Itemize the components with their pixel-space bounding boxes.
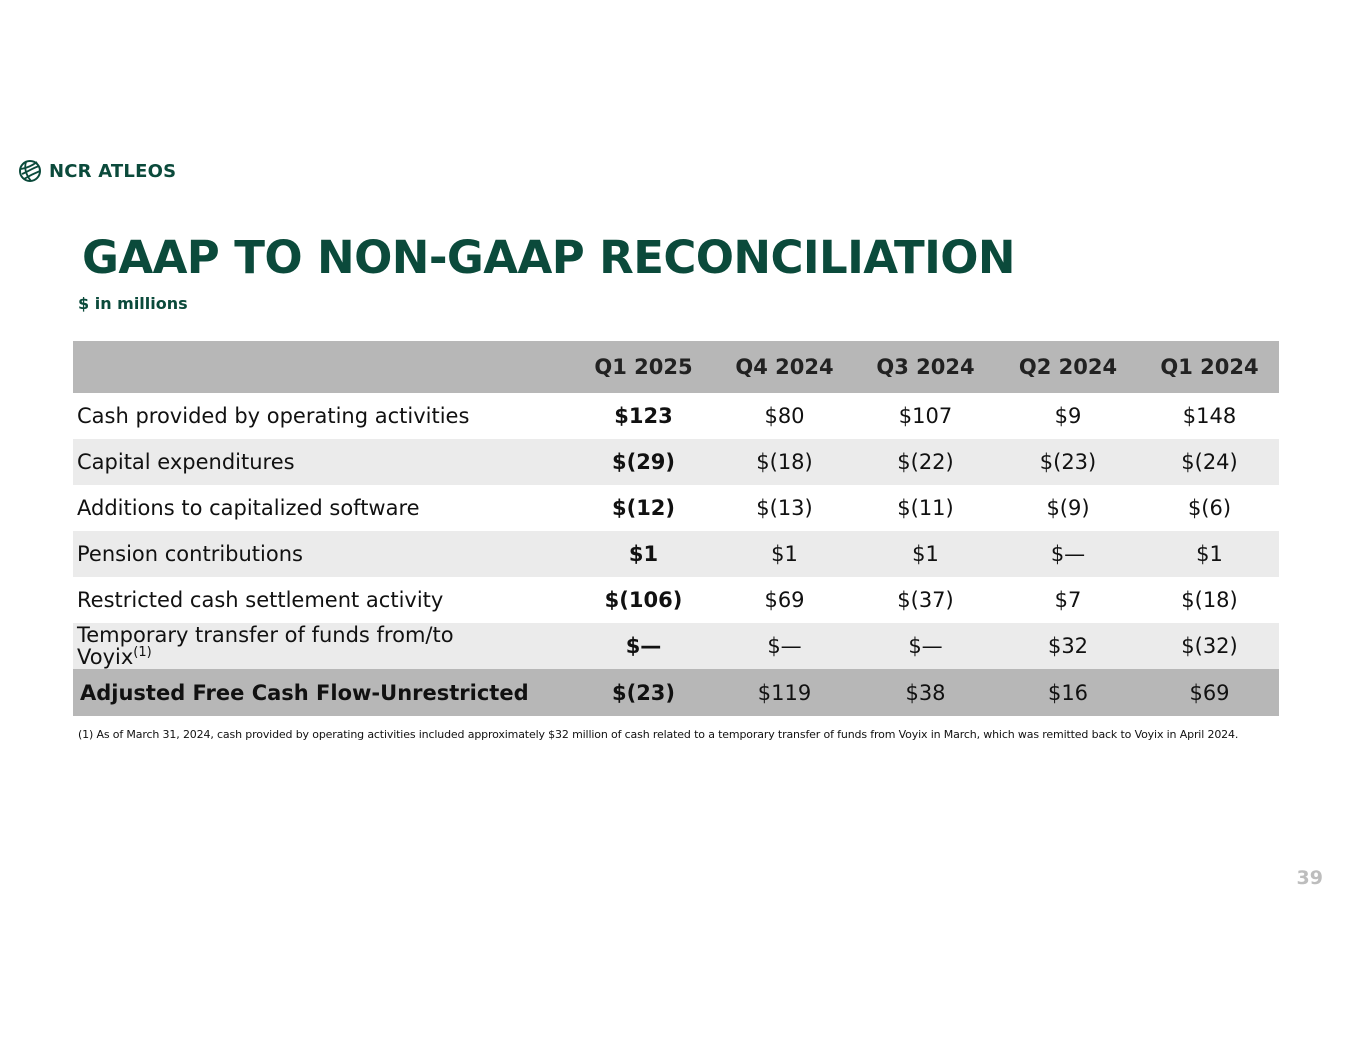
table-header-row — [73, 341, 1279, 393]
column-header: Q1 2024 — [1160, 355, 1259, 379]
company-logo — [18, 158, 176, 184]
table-cell: $(11) — [897, 496, 954, 520]
table-cell: $80 — [764, 404, 805, 428]
table-cell: $16 — [1047, 680, 1089, 705]
table-cell: $(18) — [1181, 588, 1238, 612]
table-cell: $(23) — [1039, 450, 1097, 474]
table-row — [73, 485, 1279, 531]
table-cell: $(18) — [756, 450, 813, 474]
column-header: Q1 2025 — [594, 355, 693, 379]
column-header: Q4 2024 — [735, 355, 834, 379]
table-cell: $(9) — [1046, 496, 1090, 520]
atleos-globe-icon — [18, 159, 42, 183]
table-cell: $1 — [912, 542, 939, 566]
table-cell: $9 — [1054, 404, 1082, 428]
page-number: 39 — [1296, 867, 1323, 889]
table-row — [73, 623, 1279, 669]
table-cell: $— — [908, 634, 943, 658]
table-cell: $69 — [764, 588, 805, 612]
table-cell: $1 — [771, 542, 798, 566]
table-row — [73, 439, 1279, 485]
row-label: Cash provided by operating activities — [77, 404, 470, 428]
table-cell: $148 — [1182, 404, 1237, 428]
row-label-text: Temporary transfer of funds from/to Voyix — [77, 623, 454, 669]
table-row — [73, 531, 1279, 577]
footnote: (1) As of March 31, 2024, cash provided by operating activities included approximately $32 million of cash related to a temporary transfer of funds from Voyix in March, which was remitted back to Voyix in April 2024. — [78, 728, 1239, 741]
row-label: Pension contributions — [77, 542, 303, 566]
logo-text: NCR ATLEOS — [49, 160, 177, 182]
table-cell: $(22) — [897, 450, 954, 474]
table-cell: $(6) — [1187, 496, 1232, 520]
table-cell: $69 — [1189, 680, 1230, 705]
table-cell: $123 — [614, 404, 673, 428]
row-label — [73, 623, 573, 669]
row-label: Restricted cash settlement activity — [77, 588, 444, 612]
table-cell: $(12) — [611, 496, 676, 520]
column-header: Q3 2024 — [876, 355, 975, 379]
footnote-reference: (1) — [133, 645, 152, 660]
table-cell: $(106) — [604, 588, 683, 612]
table-cell: $— — [767, 634, 802, 658]
table-cell: $7 — [1054, 588, 1082, 612]
table-cell: $— — [625, 634, 662, 658]
table-cell: $32 — [1047, 634, 1089, 658]
table-cell: $1 — [1196, 542, 1223, 566]
table-cell: $(24) — [1181, 450, 1238, 474]
table-row — [73, 577, 1279, 623]
total-row-label: Adjusted Free Cash Flow-Unrestricted — [80, 680, 529, 705]
row-label: Additions to capitalized software — [77, 496, 420, 520]
column-header-label — [73, 341, 573, 393]
table-cell: $119 — [757, 680, 812, 705]
table-cell: $107 — [898, 404, 953, 428]
table-cell: $(37) — [897, 588, 954, 612]
column-header: Q2 2024 — [1018, 355, 1118, 379]
table-total-row — [73, 669, 1279, 716]
table-cell: $(13) — [756, 496, 813, 520]
reconciliation-table — [73, 341, 1279, 716]
table-cell: $— — [1050, 542, 1086, 566]
table-cell: $38 — [905, 680, 946, 705]
table-row — [73, 393, 1279, 439]
page-title: GAAP TO NON-GAAP RECONCILIATION — [82, 231, 1015, 284]
table-cell: $(32) — [1181, 634, 1238, 658]
table-cell: $(23) — [611, 680, 676, 705]
table-cell: $(29) — [611, 450, 676, 474]
row-label: Capital expenditures — [77, 450, 295, 474]
page-subtitle: $ in millions — [78, 294, 188, 313]
table-cell: $1 — [628, 542, 659, 566]
